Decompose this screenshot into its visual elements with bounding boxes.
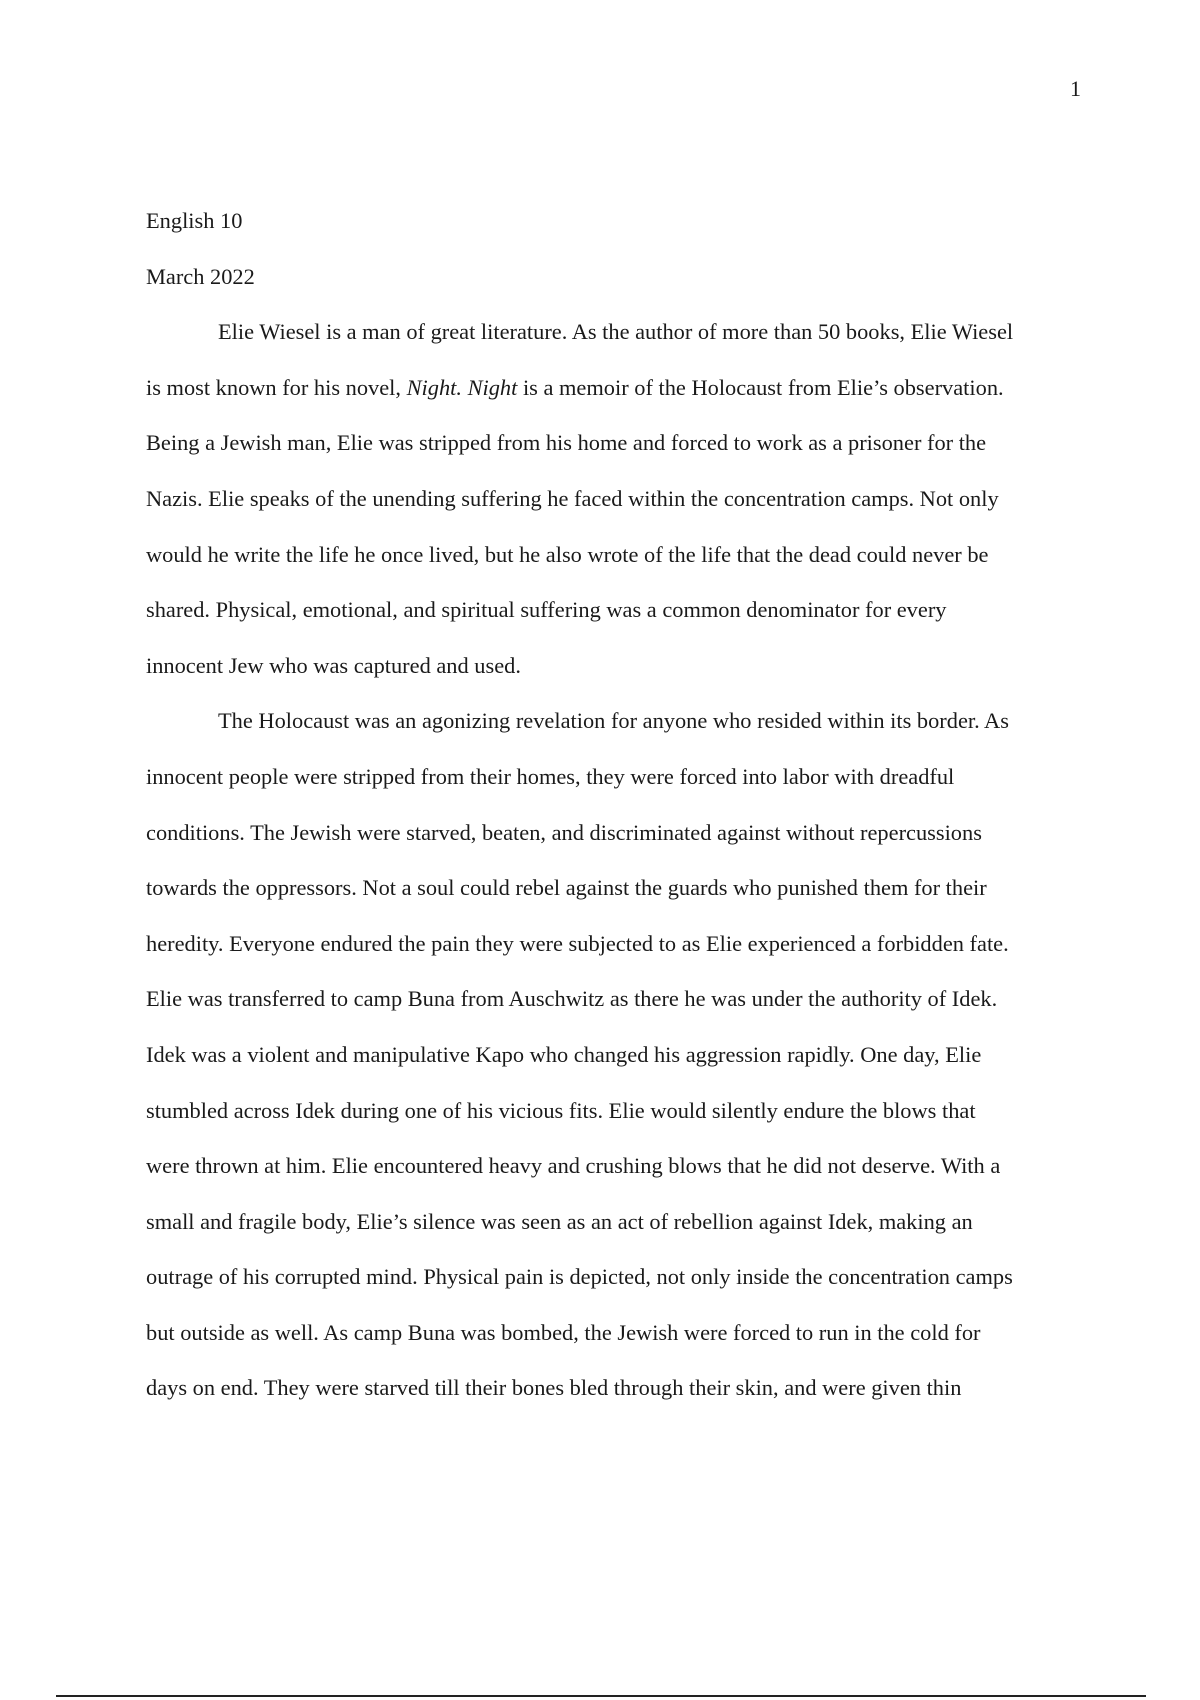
paragraph-line: conditions. The Jewish were starved, beaten, and discriminated against without repercussions	[146, 819, 982, 845]
paragraph-1	[146, 304, 1082, 693]
paragraph-line: days on end. They were starved till their bones bled through their skin, and were given thin	[146, 1375, 962, 1401]
paragraph-line	[146, 360, 1082, 416]
paragraph-line: innocent people were stripped from their homes, they were forced into labor with dreadful	[146, 763, 955, 789]
paragraph-line: outrage of his corrupted mind. Physical pain is depicted, not only inside the concentration camps	[146, 1264, 1013, 1290]
paragraph-line: The Holocaust was an agonizing revelation for anyone who resided within its border. As	[218, 708, 1009, 734]
paragraph-line: Being a Jewish man, Elie was stripped from his home and forced to work as a prisoner for the	[146, 430, 987, 456]
paragraph-line: shared. Physical, emotional, and spiritual suffering was a common denominator for every	[146, 597, 947, 623]
text-segment: is a memoir of the Holocaust from Elie’s observation.	[517, 374, 1004, 400]
page-number: 1	[1070, 76, 1081, 101]
paragraph-line: would he write the life he once lived, but he also wrote of the life that the dead could never be	[146, 541, 989, 567]
text-segment: is most known for his novel,	[146, 374, 407, 400]
paragraph-line: Elie was transferred to camp Buna from Auschwitz as there he was under the authority of Idek.	[146, 986, 998, 1012]
essay-body	[146, 193, 1082, 1416]
paragraph-line: towards the oppressors. Not a soul could rebel against the guards who punished them for their	[146, 875, 987, 901]
paragraph-line: Nazis. Elie speaks of the unending suffering he faced within the concentration camps. Not only	[146, 485, 999, 511]
course-name: English 10	[146, 208, 243, 233]
paragraph-line: but outside as well. As camp Buna was bombed, the Jewish were forced to run in the cold for	[146, 1319, 981, 1345]
essay-date: March 2022	[146, 263, 255, 289]
paragraph-line: Elie Wiesel is a man of great literature. As the author of more than 50 books, Elie Wiesel	[218, 319, 1014, 345]
book-title-night: Night. Night	[406, 374, 518, 400]
paragraph-line: were thrown at him. Elie encountered heavy and crushing blows that he did not deserve. With a	[146, 1153, 1001, 1179]
paragraph-line: innocent Jew who was captured and used.	[146, 652, 521, 678]
paragraph-line: heredity. Everyone endured the pain they were subjected to as Elie experienced a forbidden fate.	[146, 930, 1009, 956]
paragraph-line: stumbled across Idek during one of his vicious fits. Elie would silently endure the blows that	[146, 1097, 976, 1123]
paragraph-line: Idek was a violent and manipulative Kapo who changed his aggression rapidly. One day, Elie	[146, 1041, 982, 1067]
page-bottom-divider	[56, 1695, 1146, 1697]
paragraph-2	[146, 693, 1082, 1416]
paragraph-line: small and fragile body, Elie’s silence was seen as an act of rebellion against Idek, making an	[146, 1208, 973, 1234]
